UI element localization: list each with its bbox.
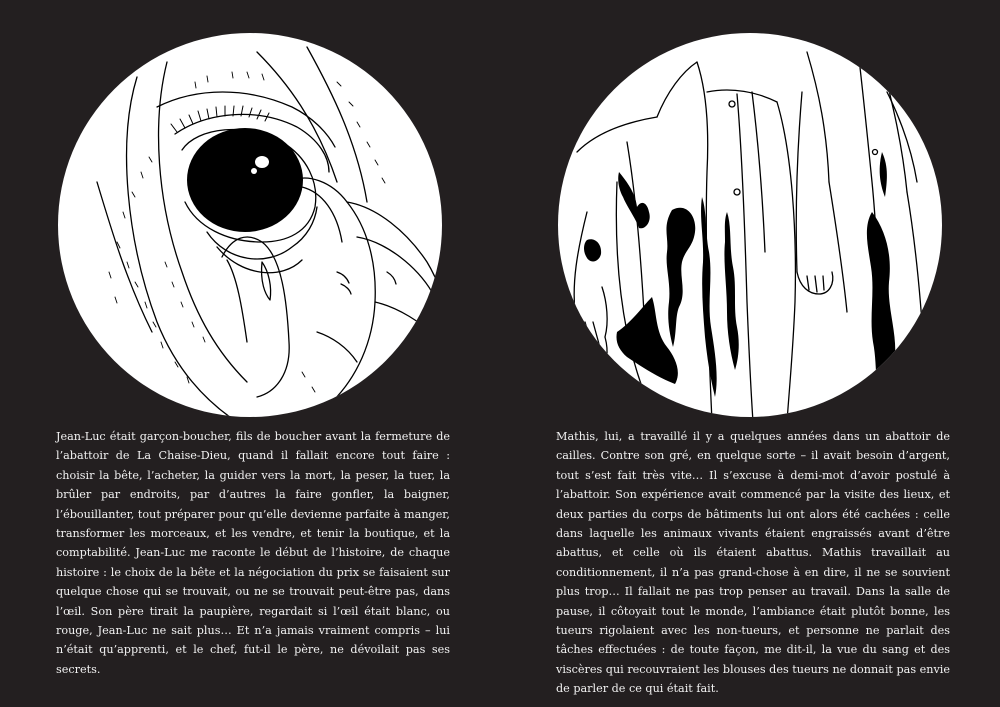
right-paragraph bbox=[556, 427, 950, 699]
right-paragraph-text: Mathis, lui, a travaillé il y a quelques années dans un abattoir de cailles. Contre son gré, en quelque sorte – il avait besoin d’argent, tout s’est fait très vite… Il s’excuse à demi-mot d’avoir postulé à l’abattoir. Son expérience avait commencé par la visite des lieux, et deux parties du corps de bâtiments lui ont alors été cachées : celle dans laquelle les animaux vivants étaient engraissés avant d’être abattus, et celle où ils étaient abattus. Mathis travaillait au conditionnement, il n’a pas grand-chose à en dire, il ne se souvient plus trop… Il fallait ne pas trop penser au travail. Dans la salle de pause, il côtoyait tout le monde, l’ambiance était plutôt bonne, les tueurs rigolaient avec les non-tueurs, et personne ne parlait des tâches effectuées : de toute façon, me dit-il, la vue du sang et des viscères qui recouvraient les blouses des tueurs ne donnait pas envie de parler de ce qui était fait. bbox=[556, 430, 950, 696]
left-paragraph bbox=[56, 427, 450, 679]
eye-inspection-illustration bbox=[57, 32, 443, 418]
blood-stained-coats-illustration bbox=[557, 32, 943, 418]
right-page bbox=[500, 0, 1000, 707]
left-paragraph-text: Jean-Luc était garçon-boucher, fils de boucher avant la fermeture de l’abattoir de La Chaise-Dieu, quand il fallait encore tout faire : choisir la bête, l’acheter, la guider vers la mort, la peser, la tuer, la brûler par endroits, par d’autres la faire gonfler, la baigner, l’ébouillanter, tout préparer pour qu’elle devienne parfaite à manger, transformer les morceaux, et les vendre, et tenir la boutique, et la comptabilité. Jean-Luc me raconte le début de l’histoire, de chaque histoire : le choix de la bête et la négociation du prix se faisaient sur quelque chose qui se trouvait, ou ne se trouvait peut-être pas, dans l’œil. Son père tirait la paupière, regardait si l’œil était blanc, ou rouge, Jean-Luc ne sait plus… Et n’a jamais vraiment compris – lui n’était qu’apprenti, et le chef, fut-il le père, ne dévoilait pas ses secrets. bbox=[56, 430, 450, 676]
